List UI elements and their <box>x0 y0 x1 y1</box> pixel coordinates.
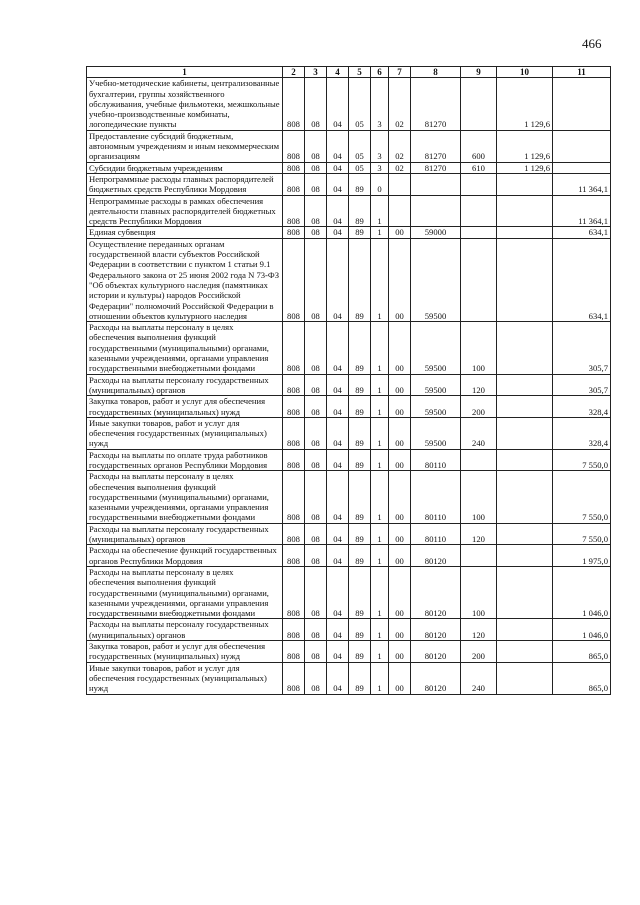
row-name-cell: Иные закупки товаров, работ и услуг для обеспечения государственных (муниципальных) нужд <box>87 417 283 449</box>
header-cell: 7 <box>389 67 411 78</box>
table-row <box>87 322 611 374</box>
row-c6-cell: 1 <box>371 545 389 567</box>
row-c5-cell: 89 <box>349 449 371 471</box>
row-c6-cell: 1 <box>371 619 389 641</box>
row-c7-cell: 00 <box>389 374 411 396</box>
row-c10-cell <box>497 195 553 227</box>
row-c3-cell: 08 <box>305 374 327 396</box>
table-row <box>87 195 611 227</box>
row-c9-cell: 100 <box>461 471 497 523</box>
header-row <box>87 67 611 78</box>
row-c5-cell: 89 <box>349 173 371 195</box>
row-c4-cell: 04 <box>327 417 349 449</box>
row-c7-cell <box>389 195 411 227</box>
row-c5-cell: 89 <box>349 227 371 238</box>
row-c11-cell: 7 550,0 <box>553 449 611 471</box>
row-c6-cell: 1 <box>371 449 389 471</box>
header-cell: 8 <box>411 67 461 78</box>
row-c3-cell: 08 <box>305 641 327 663</box>
row-c11-cell: 305,7 <box>553 322 611 374</box>
row-c7-cell: 00 <box>389 619 411 641</box>
row-c7-cell: 02 <box>389 130 411 162</box>
row-name-cell: Единая субвенция <box>87 227 283 238</box>
row-c8-cell: 59500 <box>411 322 461 374</box>
header-cell: 9 <box>461 67 497 78</box>
row-name-cell: Расходы на обеспечение функций государственных органов Республики Мордовия <box>87 545 283 567</box>
row-c10-cell: 1 129,6 <box>497 130 553 162</box>
row-c2-cell: 808 <box>283 523 305 545</box>
row-c3-cell: 08 <box>305 227 327 238</box>
row-c11-cell: 865,0 <box>553 662 611 694</box>
row-c2-cell: 808 <box>283 195 305 227</box>
row-c3-cell: 08 <box>305 173 327 195</box>
row-c8-cell: 80120 <box>411 662 461 694</box>
row-c9-cell: 120 <box>461 374 497 396</box>
row-c6-cell: 1 <box>371 471 389 523</box>
row-c9-cell: 100 <box>461 322 497 374</box>
row-c10-cell <box>497 545 553 567</box>
header-cell: 5 <box>349 67 371 78</box>
row-c2-cell: 808 <box>283 396 305 418</box>
row-c8-cell: 80110 <box>411 471 461 523</box>
row-c7-cell: 00 <box>389 227 411 238</box>
table-row <box>87 173 611 195</box>
row-c11-cell: 1 046,0 <box>553 619 611 641</box>
row-c11-cell <box>553 78 611 130</box>
row-c10-cell <box>497 173 553 195</box>
row-c2-cell: 808 <box>283 374 305 396</box>
row-c10-cell <box>497 322 553 374</box>
row-c11-cell: 1 046,0 <box>553 566 611 618</box>
row-c7-cell: 00 <box>389 545 411 567</box>
row-c9-cell: 200 <box>461 396 497 418</box>
row-c7-cell: 00 <box>389 523 411 545</box>
row-c5-cell: 05 <box>349 130 371 162</box>
row-c3-cell: 08 <box>305 78 327 130</box>
row-c2-cell: 808 <box>283 227 305 238</box>
row-c11-cell: 11 364,1 <box>553 195 611 227</box>
row-c6-cell: 0 <box>371 173 389 195</box>
row-name-cell: Непрограммные расходы главных распорядителей бюджетных средств Республики Мордовия <box>87 173 283 195</box>
row-c4-cell: 04 <box>327 130 349 162</box>
row-c4-cell: 04 <box>327 195 349 227</box>
row-c10-cell <box>497 619 553 641</box>
row-c2-cell: 808 <box>283 619 305 641</box>
row-c11-cell: 634,1 <box>553 227 611 238</box>
row-c8-cell: 59500 <box>411 417 461 449</box>
table-row <box>87 374 611 396</box>
row-c5-cell: 89 <box>349 417 371 449</box>
row-c8-cell: 80110 <box>411 449 461 471</box>
table-row <box>87 471 611 523</box>
row-name-cell: Субсидии бюджетным учреждениям <box>87 162 283 173</box>
row-c8-cell <box>411 195 461 227</box>
row-name-cell: Расходы на выплаты персоналу в целях обеспечения выполнения функций государственными (муниципальными) органами, казенными учреждениями, органами управления государственными внебюджетными фондами <box>87 566 283 618</box>
row-c8-cell: 81270 <box>411 78 461 130</box>
row-c4-cell: 04 <box>327 173 349 195</box>
header-cell: 10 <box>497 67 553 78</box>
row-c8-cell: 59500 <box>411 374 461 396</box>
row-c8-cell: 80120 <box>411 641 461 663</box>
row-c8-cell: 81270 <box>411 162 461 173</box>
row-c6-cell: 1 <box>371 396 389 418</box>
row-c9-cell <box>461 545 497 567</box>
row-c11-cell: 7 550,0 <box>553 523 611 545</box>
row-name-cell: Расходы на выплаты персоналу государственных (муниципальных) органов <box>87 619 283 641</box>
row-c3-cell: 08 <box>305 662 327 694</box>
row-c5-cell: 89 <box>349 641 371 663</box>
row-c6-cell: 3 <box>371 162 389 173</box>
table-row <box>87 523 611 545</box>
row-c11-cell: 634,1 <box>553 238 611 321</box>
row-c2-cell: 808 <box>283 449 305 471</box>
row-name-cell: Закупка товаров, работ и услуг для обеспечения государственных (муниципальных) нужд <box>87 641 283 663</box>
row-c3-cell: 08 <box>305 471 327 523</box>
row-c3-cell: 08 <box>305 449 327 471</box>
row-c10-cell <box>497 417 553 449</box>
row-c11-cell: 305,7 <box>553 374 611 396</box>
row-c10-cell: 1 129,6 <box>497 162 553 173</box>
row-c11-cell <box>553 162 611 173</box>
row-c4-cell: 04 <box>327 471 349 523</box>
row-c3-cell: 08 <box>305 619 327 641</box>
table-row <box>87 619 611 641</box>
table-row <box>87 227 611 238</box>
row-c2-cell: 808 <box>283 471 305 523</box>
header-cell: 3 <box>305 67 327 78</box>
row-c3-cell: 08 <box>305 195 327 227</box>
row-c2-cell: 808 <box>283 162 305 173</box>
table-row <box>87 238 611 321</box>
row-c9-cell: 120 <box>461 619 497 641</box>
row-c7-cell: 00 <box>389 566 411 618</box>
row-c5-cell: 89 <box>349 374 371 396</box>
row-c11-cell: 328,4 <box>553 417 611 449</box>
row-c8-cell: 59000 <box>411 227 461 238</box>
row-c11-cell: 11 364,1 <box>553 173 611 195</box>
row-c8-cell: 59500 <box>411 238 461 321</box>
row-c5-cell: 89 <box>349 662 371 694</box>
row-c4-cell: 04 <box>327 322 349 374</box>
table-row <box>87 641 611 663</box>
row-c2-cell: 808 <box>283 78 305 130</box>
row-c10-cell: 1 129,6 <box>497 78 553 130</box>
row-c9-cell: 200 <box>461 641 497 663</box>
row-c9-cell: 240 <box>461 662 497 694</box>
header-cell: 11 <box>553 67 611 78</box>
row-name-cell: Осуществление переданных органам государственной власти субъектов Российской Федерации в соответствии с пунктом 1 статьи 9.1 Федерального закона от 25 июня 2002 года N 73-ФЗ "Об объектах культурного наследия (памятниках истории и культуры) народов Российской Федерации" полномочий Российской Федерации в отношении объектов культурного наследия <box>87 238 283 321</box>
row-c6-cell: 1 <box>371 374 389 396</box>
table-row <box>87 162 611 173</box>
row-c10-cell <box>497 449 553 471</box>
row-c6-cell: 1 <box>371 322 389 374</box>
row-c5-cell: 89 <box>349 619 371 641</box>
table-row <box>87 566 611 618</box>
row-c3-cell: 08 <box>305 130 327 162</box>
row-c7-cell: 00 <box>389 662 411 694</box>
table-row <box>87 662 611 694</box>
row-c3-cell: 08 <box>305 238 327 321</box>
row-c7-cell: 00 <box>389 238 411 321</box>
row-c8-cell: 80120 <box>411 545 461 567</box>
row-c3-cell: 08 <box>305 162 327 173</box>
row-c4-cell: 04 <box>327 566 349 618</box>
row-c9-cell <box>461 227 497 238</box>
row-c3-cell: 08 <box>305 396 327 418</box>
row-c10-cell <box>497 227 553 238</box>
row-c4-cell: 04 <box>327 396 349 418</box>
row-c2-cell: 808 <box>283 322 305 374</box>
row-c8-cell: 80120 <box>411 619 461 641</box>
row-c2-cell: 808 <box>283 130 305 162</box>
row-c4-cell: 04 <box>327 619 349 641</box>
table-row <box>87 396 611 418</box>
row-c11-cell <box>553 130 611 162</box>
row-c9-cell: 240 <box>461 417 497 449</box>
row-c4-cell: 04 <box>327 545 349 567</box>
row-c7-cell: 00 <box>389 449 411 471</box>
row-name-cell: Расходы на выплаты персоналу государственных (муниципальных) органов <box>87 374 283 396</box>
row-c10-cell <box>497 566 553 618</box>
row-c5-cell: 89 <box>349 238 371 321</box>
row-name-cell: Расходы на выплаты персоналу в целях обеспечения выполнения функций государственными (муниципальными) органами, казенными учреждениями, органами управления государственными внебюджетными фондами <box>87 322 283 374</box>
row-c10-cell <box>497 238 553 321</box>
row-c9-cell: 120 <box>461 523 497 545</box>
table-row <box>87 78 611 130</box>
row-c10-cell <box>497 523 553 545</box>
row-c4-cell: 04 <box>327 641 349 663</box>
header-cell: 4 <box>327 67 349 78</box>
row-c6-cell: 1 <box>371 227 389 238</box>
row-c8-cell: 59500 <box>411 396 461 418</box>
row-name-cell: Иные закупки товаров, работ и услуг для обеспечения государственных (муниципальных) нужд <box>87 662 283 694</box>
row-c7-cell: 00 <box>389 641 411 663</box>
row-c9-cell <box>461 78 497 130</box>
table-row <box>87 130 611 162</box>
row-c5-cell: 89 <box>349 471 371 523</box>
row-c10-cell <box>497 471 553 523</box>
row-c5-cell: 89 <box>349 322 371 374</box>
budget-table <box>86 66 611 695</box>
row-c3-cell: 08 <box>305 322 327 374</box>
row-c6-cell: 1 <box>371 566 389 618</box>
row-c7-cell: 00 <box>389 396 411 418</box>
row-c7-cell: 00 <box>389 471 411 523</box>
row-name-cell: Непрограммные расходы в рамках обеспечения деятельности главных распорядителей бюджетных средств Республики Мордовия <box>87 195 283 227</box>
row-c7-cell: 00 <box>389 322 411 374</box>
row-c5-cell: 89 <box>349 195 371 227</box>
row-c11-cell: 865,0 <box>553 641 611 663</box>
row-c2-cell: 808 <box>283 173 305 195</box>
row-c6-cell: 1 <box>371 195 389 227</box>
row-c5-cell: 05 <box>349 78 371 130</box>
row-name-cell: Закупка товаров, работ и услуг для обеспечения государственных (муниципальных) нужд <box>87 396 283 418</box>
row-c9-cell: 600 <box>461 130 497 162</box>
row-c5-cell: 89 <box>349 545 371 567</box>
row-c3-cell: 08 <box>305 566 327 618</box>
row-c3-cell: 08 <box>305 545 327 567</box>
row-c2-cell: 808 <box>283 545 305 567</box>
row-c6-cell: 3 <box>371 130 389 162</box>
row-c9-cell <box>461 173 497 195</box>
row-c11-cell: 328,4 <box>553 396 611 418</box>
row-c2-cell: 808 <box>283 662 305 694</box>
row-c2-cell: 808 <box>283 566 305 618</box>
row-c2-cell: 808 <box>283 238 305 321</box>
row-c4-cell: 04 <box>327 162 349 173</box>
row-c8-cell: 80110 <box>411 523 461 545</box>
row-c4-cell: 04 <box>327 662 349 694</box>
row-c9-cell: 610 <box>461 162 497 173</box>
header-cell: 1 <box>87 67 283 78</box>
row-c3-cell: 08 <box>305 417 327 449</box>
header-cell: 2 <box>283 67 305 78</box>
row-c9-cell <box>461 449 497 471</box>
row-c8-cell <box>411 173 461 195</box>
row-name-cell: Расходы на выплаты персоналу государственных (муниципальных) органов <box>87 523 283 545</box>
row-c6-cell: 1 <box>371 238 389 321</box>
row-c7-cell: 02 <box>389 162 411 173</box>
row-c9-cell: 100 <box>461 566 497 618</box>
row-c6-cell: 3 <box>371 78 389 130</box>
row-c9-cell <box>461 238 497 321</box>
row-c10-cell <box>497 662 553 694</box>
row-c10-cell <box>497 396 553 418</box>
row-c5-cell: 89 <box>349 523 371 545</box>
row-c5-cell: 89 <box>349 396 371 418</box>
row-name-cell: Расходы на выплаты персоналу в целях обеспечения выполнения функций государственными (муниципальными) органами, казенными учреждениями, органами управления государственными внебюджетными фондами <box>87 471 283 523</box>
row-c7-cell <box>389 173 411 195</box>
row-c4-cell: 04 <box>327 449 349 471</box>
row-c4-cell: 04 <box>327 374 349 396</box>
row-c5-cell: 05 <box>349 162 371 173</box>
row-c4-cell: 04 <box>327 523 349 545</box>
row-c6-cell: 1 <box>371 641 389 663</box>
header-cell: 6 <box>371 67 389 78</box>
row-c5-cell: 89 <box>349 566 371 618</box>
row-c3-cell: 08 <box>305 523 327 545</box>
row-c2-cell: 808 <box>283 417 305 449</box>
row-c4-cell: 04 <box>327 227 349 238</box>
row-name-cell: Предоставление субсидий бюджетным, автономным учреждениям и иным некоммерческим организациям <box>87 130 283 162</box>
row-name-cell: Расходы на выплаты по оплате труда работников государственных органов Республики Мордовия <box>87 449 283 471</box>
table-row <box>87 417 611 449</box>
table-row <box>87 449 611 471</box>
row-c11-cell: 1 975,0 <box>553 545 611 567</box>
row-c10-cell <box>497 641 553 663</box>
row-c2-cell: 808 <box>283 641 305 663</box>
row-c6-cell: 1 <box>371 662 389 694</box>
table-row <box>87 545 611 567</box>
row-name-cell: Учебно-методические кабинеты, централизованные бухгалтерии, группы хозяйственного обслуживания, учебные фильмотеки, межшкольные учебно-производственные комбинаты, логопедические пункты <box>87 78 283 130</box>
row-c11-cell: 7 550,0 <box>553 471 611 523</box>
row-c8-cell: 81270 <box>411 130 461 162</box>
row-c7-cell: 00 <box>389 417 411 449</box>
row-c4-cell: 04 <box>327 238 349 321</box>
row-c6-cell: 1 <box>371 523 389 545</box>
row-c10-cell <box>497 374 553 396</box>
row-c6-cell: 1 <box>371 417 389 449</box>
row-c4-cell: 04 <box>327 78 349 130</box>
row-c7-cell: 02 <box>389 78 411 130</box>
row-c8-cell: 80120 <box>411 566 461 618</box>
row-c9-cell <box>461 195 497 227</box>
page-number: 466 <box>582 36 602 51</box>
